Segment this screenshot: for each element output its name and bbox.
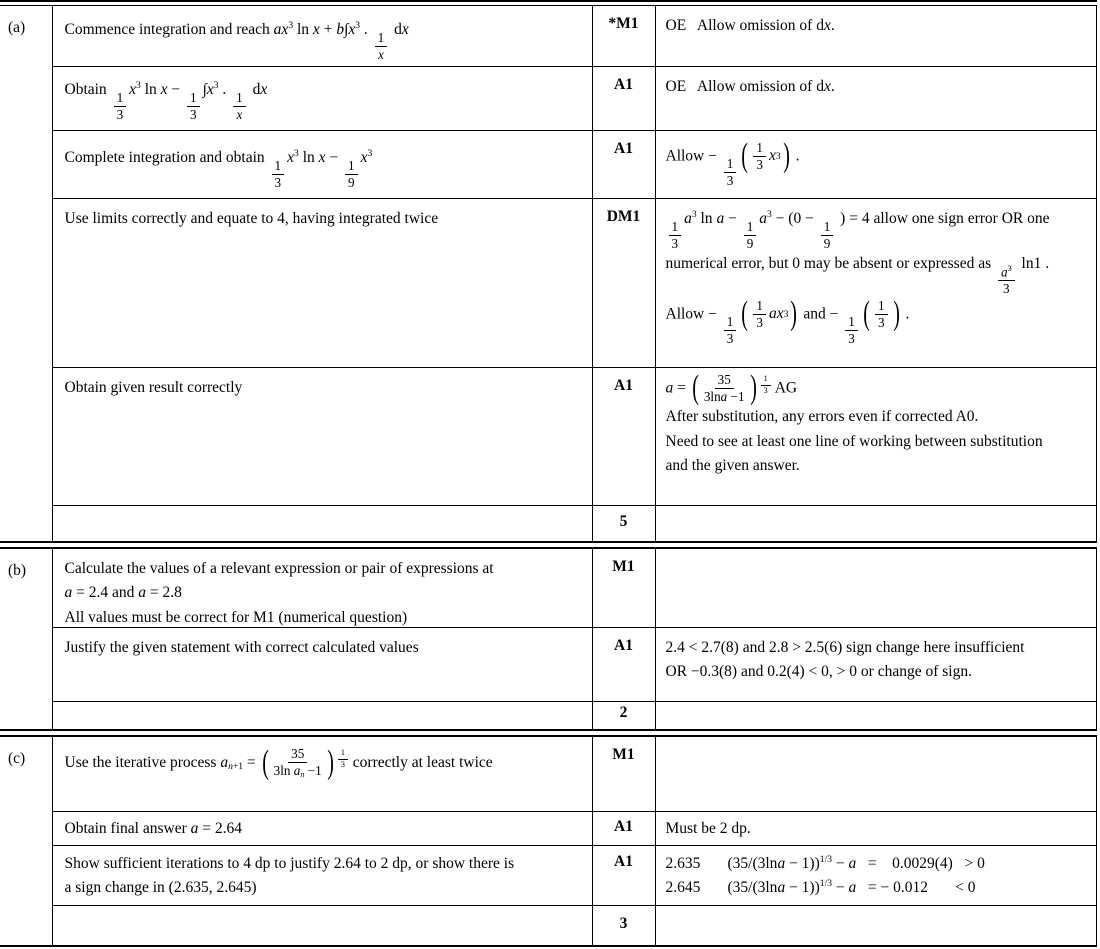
section-c: [0, 737, 1097, 945]
total-marks-cell: 5: [592, 506, 656, 541]
comment-cell: a = ( 35 3lna −1 ) $^{\frac{1}{3}}$ AG After substitution, any errors even if corrected A0. Need to see at least one line of working between substitution and the given answer.: [656, 368, 1098, 505]
comment-cell: [656, 906, 1098, 945]
description-cell: [53, 702, 592, 729]
comment-cell: 2.4 < 2.7(8) and 2.8 > 2.5(6) sign change here insufficient OR −0.3(8) and 0.2(4) < 0, > 0 or change of sign.: [656, 628, 1098, 701]
table-row: [53, 737, 1098, 812]
mark-cell: DM1: [592, 199, 656, 367]
table-row: [53, 199, 1098, 368]
total-row: [53, 906, 1098, 945]
comment-cell: [656, 549, 1098, 627]
comment-cell: OE Allow omission of dx.: [656, 67, 1098, 130]
section-a: [0, 6, 1097, 541]
section-b: [0, 549, 1097, 729]
mark-cell: A1: [592, 846, 656, 905]
description-cell: Complete integration and obtain $\frac{1}{3}$ $x^3$ ln x − $\frac{1}{9}$ $x^3$: [64, 147, 373, 191]
description-cell: Show sufficient iterations to 4 dp to justify 2.64 to 2 dp, or show there is a sign change in (2.635, 2.645): [64, 855, 515, 897]
part-label: (b): [0, 549, 53, 729]
total-row: [53, 506, 1098, 541]
description-cell: Obtain final answer a = 2.64: [64, 820, 242, 837]
comment-cell: Allow − $\frac{1}{3}$ ( 1 3 x 3 ) .: [656, 131, 1098, 198]
mark-cell: A1: [592, 812, 656, 845]
description-cell: Justify the given statement with correct calculated values: [64, 639, 419, 656]
description-cell: Calculate the values of a relevant expression or pair of expressions at a = 2.4 and a = 2.8 All values must be correct for M1 (numerical question): [64, 560, 494, 626]
description-cell: Use the iterative process $a_{n+1}$ = ( 35 3ln $a_n -1$ ) $^{\frac{1}{3}}$ correctly at least twice: [64, 743, 493, 781]
description-cell: [53, 506, 592, 541]
description-cell: Obtain given result correctly: [64, 379, 243, 396]
part-label: (a): [0, 6, 53, 541]
mark-cell: A1: [592, 628, 656, 701]
total-marks-cell: 3: [592, 906, 656, 945]
comment-cell: Must be 2 dp.: [656, 812, 1098, 845]
description-cell: Commence integration and reach $ax^3$ $\ln x + b\int x^3$ . $\frac{1}{x}$ dx: [64, 19, 409, 63]
table-bottom-border: [0, 945, 1097, 947]
comment-cell: $\frac{1}{3}$ $a^3$ ln a − $\frac{1}{9}$ $a^3 - (0$ − $\frac{1}{9}$ ) = 4 allow one sign error OR one numerical error, but 0 may be absent or expressed as $\frac{a^3}{3}$ ln1 . Allow − $\frac{1}{3}$ ( 1 3 ax 3 ) and − $\frac{1}{3}$ ( 1 3 ) .: [656, 199, 1098, 367]
section-separator: [0, 541, 1097, 549]
table-row: [53, 6, 1098, 67]
section-separator: [0, 729, 1097, 737]
mark-cell: *M1: [592, 6, 656, 66]
mark-cell: A1: [592, 67, 656, 130]
total-row: [53, 702, 1098, 729]
comment-cell: [656, 702, 1098, 729]
table-row: [53, 368, 1098, 506]
total-marks-cell: 2: [592, 702, 656, 729]
table-row: [53, 67, 1098, 131]
mark-cell: A1: [592, 368, 656, 505]
comment-cell: OE Allow omission of dx.: [656, 6, 1098, 66]
mark-cell: A1: [592, 131, 656, 198]
description-cell: [53, 906, 592, 945]
comment-cell: [656, 506, 1098, 541]
table-row: [53, 812, 1098, 846]
table-row: [53, 846, 1098, 906]
table-row: [53, 131, 1098, 199]
table-row: [53, 628, 1098, 702]
part-label: (c): [0, 737, 53, 945]
comment-cell: 2.635 $(35/(3\ln a - 1))^{1/3} - a$ = 0.0029(4) > 0 2.645 $(35/(3\ln a - 1))^{1/3} - a$ = − 0.012 < 0: [656, 846, 1098, 905]
description-cell: Use limits correctly and equate to 4, having integrated twice: [64, 210, 439, 227]
mark-cell: M1: [592, 737, 656, 811]
mark-cell: M1: [592, 549, 656, 627]
table-row: [53, 549, 1098, 628]
comment-cell: [656, 737, 1098, 811]
description-cell: Obtain $\frac{1}{3}$ $x^3$ ln x − $\frac{1}{3}$ $\int x^3$ . $\frac{1}{x}$ dx: [64, 79, 268, 123]
